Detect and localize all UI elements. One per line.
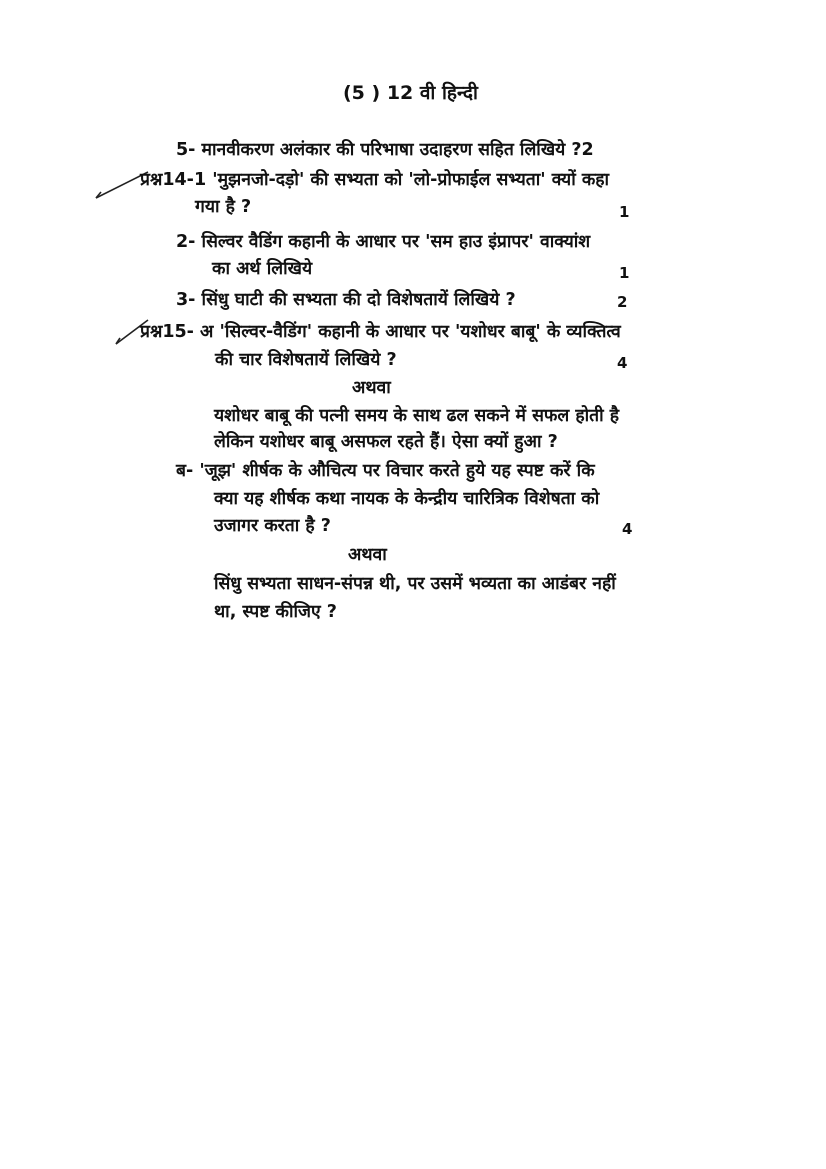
marks-15b: 4 — [622, 520, 633, 538]
or-separator-1: अथवा — [352, 378, 391, 398]
marks-14-3: 2 — [617, 293, 628, 311]
question-15a-line-2: की चार विशेषतायें लिखिये ? — [215, 350, 397, 370]
question-15a-alt-line-2: लेकिन यशोधर बाबू असफल रहते हैं। ऐसा क्यों हुआ ? — [214, 432, 558, 452]
question-15a-line-1: प्रश्न15- अ 'सिल्वर-वैडिंग' कहानी के आधार पर 'यशोधर बाबू' के व्यक्तित्व — [140, 322, 621, 342]
question-14-1-line-2: गया है ? — [195, 197, 252, 217]
question-14-1-line-1: प्रश्न14-1 'मुझनजो-दड़ो' की सभ्यता को 'लो-प्रोफाईल सभ्यता' क्यों कहा — [140, 170, 610, 190]
marks-14-1: 1 — [619, 203, 630, 221]
question-14-2-line-2: का अर्थ लिखिये — [212, 259, 313, 279]
question-14-3: 3- सिंधु घाटी की सभ्यता की दो विशेषतायें लिखिये ? — [176, 290, 516, 310]
marks-15a: 4 — [617, 354, 628, 372]
question-15b-alt-line-2: था, स्पष्ट कीजिए ? — [214, 602, 337, 622]
or-separator-2: अथवा — [348, 545, 387, 565]
page-title: (5 ) 12 वी हिन्दी — [343, 82, 478, 104]
question-15b-alt-line-1: सिंधु सभ्यता साधन-संपन्न थी, पर उसमें भव्यता का आडंबर नहीं — [214, 574, 616, 594]
question-15a-alt-line-1: यशोधर बाबू की पत्नी समय के साथ ढल सकने में सफल होती है — [214, 406, 620, 426]
question-15b-line-3: उजागर करता है ? — [214, 516, 331, 536]
question-15b-line-1: ब- 'जूझ' शीर्षक के औचित्य पर विचार करते हुये यह स्पष्ट करें कि — [176, 461, 595, 481]
question-5: 5- मानवीकरण अलंकार की परिभाषा उदाहरण सहित लिखिये ?2 — [176, 140, 594, 160]
question-14-2-line-1: 2- सिल्वर वैडिंग कहानी के आधार पर 'सम हाउ इंप्रापर' वाक्यांश — [176, 232, 591, 252]
question-15b-line-2: क्या यह शीर्षक कथा नायक के केन्द्रीय चारित्रिक विशेषता को — [214, 489, 600, 509]
marks-14-2: 1 — [619, 264, 630, 282]
